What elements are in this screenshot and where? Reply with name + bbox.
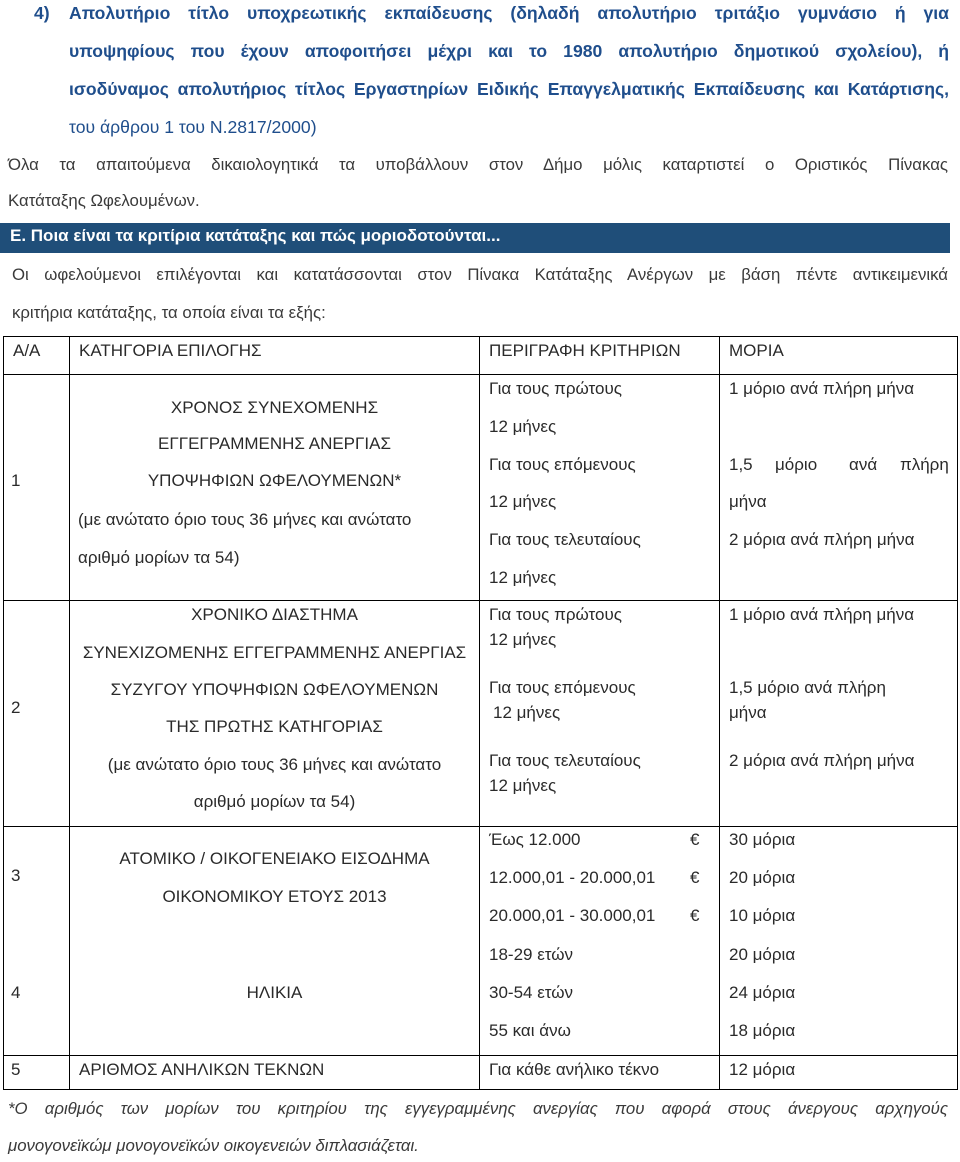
row2-points-2a: 1,5 μόριο ανά πλήρη <box>729 678 886 697</box>
footnote-line-1: *Ο αριθμός των μορίων του κριτηρίου της εγγεγραμμένης ανεργίας που αφορά στους άνεργους αρχηγούς <box>8 1099 948 1118</box>
row4-desc-1: 18-29 ετών <box>489 945 574 964</box>
row1-points-2d: πλήρη <box>900 455 949 474</box>
row5-aa: 5 <box>11 1060 21 1079</box>
row2-points-2b: μήνα <box>729 703 767 722</box>
header-aa: Α/Α <box>13 341 41 360</box>
row2-points-1: 1 μόριο ανά πλήρη μήνα <box>729 605 915 624</box>
row2-category-5: (με ανώτατο όριο τους 36 μήνες και ανώτατο <box>107 755 442 774</box>
intro-line-2: Κατάταξης Ωφελουμένων. <box>8 191 200 210</box>
row1-points-3: 2 μόρια ανά πλήρη μήνα <box>729 530 915 549</box>
row3-points-3: 10 μόρια <box>729 906 796 925</box>
row5-points: 12 μόρια <box>729 1060 796 1079</box>
row2-desc-3a: Για τους τελευταίους <box>489 751 641 770</box>
row4-points-2: 24 μόρια <box>729 983 796 1002</box>
row4-desc-3: 55 και άνω <box>489 1021 571 1040</box>
row3-aa: 3 <box>11 866 21 885</box>
row1-desc-3b: 12 μήνες <box>489 568 557 587</box>
section-heading: Ε. Ποια είναι τα κριτίρια κατάταξης και πώς μοριοδοτούνται... <box>10 226 501 245</box>
row3-euro-2: € <box>690 868 700 887</box>
row2-desc-2b: 12 μήνες <box>493 703 561 722</box>
row2-category-6: αριθμό μορίων τα 54) <box>193 792 356 811</box>
row1-desc-2a: Για τους επόμενους <box>489 455 636 474</box>
item4-line-3: ισοδύναμος απολυτήριος τίτλος Εργαστηρίων Ειδικής Επαγγελματικής Εκπαίδευσης και Κατάρτισης, <box>69 79 949 99</box>
row1-category-5: αριθμό μορίων τα 54) <box>78 548 240 567</box>
section-text-line-1: Οι ωφελούμενοι επιλέγονται και κατατάσσονται στον Πίνακα Κατάταξης Ανέργων με βάση πέντε αντικειμενικά <box>12 265 948 284</box>
row2-category-2: ΣΥΝΕΧΙΖΟΜΕΝΗΣ ΕΓΓΕΓΡΑΜΜΕΝΗΣ ΑΝΕΡΓΙΑΣ <box>82 643 467 662</box>
row1-desc-3a: Για τους τελευταίους <box>489 530 641 549</box>
header-points: ΜΟΡΙΑ <box>729 341 784 360</box>
item4-line-1: Απολυτήριο τίτλο υποχρεωτικής εκπαίδευσης (δηλαδή απολυτήριο τριτάξιο γυμνάσιο ή για <box>69 3 949 23</box>
row1-points-2c: ανά <box>849 455 878 474</box>
row1-category-4: (με ανώτατο όριο τους 36 μήνες και ανώτατο <box>78 510 412 529</box>
row5-category: ΑΡΙΘΜΟΣ ΑΝΗΛΙΚΩΝ ΤΕΚΝΩΝ <box>79 1060 325 1079</box>
row2-aa: 2 <box>11 698 21 717</box>
item4-line-2: υποψηφίους που έχουν αποφοιτήσει μέχρι και το 1980 απολυτήριο δημοτικού σχολείου), ή <box>69 41 949 61</box>
row3-category-2: ΟΙΚΟΝΟΜΙΚΟΥ ΕΤΟΥΣ 2013 <box>162 887 387 906</box>
row4-aa: 4 <box>11 983 21 1002</box>
row3-desc-3: 20.000,01 - 30.000,01 <box>489 906 656 925</box>
row3-category-1: ΑΤΟΜΙΚΟ / ΟΙΚΟΓΕΝΕΙΑΚΟ ΕΙΣΟΔΗΜΑ <box>119 849 430 868</box>
list-number: 4) <box>34 3 50 23</box>
row3-euro-3: € <box>690 906 700 925</box>
row2-desc-3b: 12 μήνες <box>489 776 557 795</box>
item4-line-4: του άρθρου 1 του Ν.2817/2000) <box>69 117 317 137</box>
row4-points-3: 18 μόρια <box>729 1021 796 1040</box>
row1-desc-1b: 12 μήνες <box>489 417 557 436</box>
footnote-line-2: μονογονεϊκώμ μονογονεϊκών οικογενειών διπλασιάζεται. <box>8 1136 419 1155</box>
row1-points-2e: μήνα <box>729 492 767 511</box>
row3-desc-1: Έως 12.000 <box>489 830 581 849</box>
row1-points-2b: μόριο <box>775 455 818 474</box>
row4-desc-2: 30-54 ετών <box>489 983 574 1002</box>
row3-points-1: 30 μόρια <box>729 830 796 849</box>
section-text-line-2: κριτήρια κατάταξης, τα οποία είναι τα εξής: <box>12 303 326 322</box>
row1-category-3: ΥΠΟΨΗΦΙΩΝ ΩΦΕΛΟΥΜΕΝΩΝ* <box>147 471 402 490</box>
row2-desc-1b: 12 μήνες <box>489 630 557 649</box>
row4-points-1: 20 μόρια <box>729 945 796 964</box>
intro-line-1: Όλα τα απαιτούμενα δικαιολογητικά τα υποβάλλουν στον Δήμο μόλις καταρτιστεί ο Οριστικός Πίνακας <box>8 155 948 174</box>
header-description: ΠΕΡΙΓΡΑΦΗ ΚΡΙΤΗΡΙΩΝ <box>489 341 681 360</box>
row3-euro-1: € <box>690 830 700 849</box>
section-heading-bar <box>0 223 950 253</box>
row1-category-2: ΕΓΓΕΓΡΑΜΜΕΝΗΣ ΑΝΕΡΓΙΑΣ <box>158 434 391 453</box>
row5-desc: Για κάθε ανήλικο τέκνο <box>489 1060 660 1079</box>
row2-category-4: ΤΗΣ ΠΡΩΤΗΣ ΚΑΤΗΓΟΡΙΑΣ <box>166 717 383 736</box>
row2-points-3: 2 μόρια ανά πλήρη μήνα <box>729 751 915 770</box>
row4-category: ΗΛΙΚΙΑ <box>246 983 303 1002</box>
header-category: ΚΑΤΗΓΟΡΙΑ ΕΠΙΛΟΓΗΣ <box>79 341 262 360</box>
row3-points-2: 20 μόρια <box>729 868 796 887</box>
row3-desc-2: 12.000,01 - 20.000,01 <box>489 868 656 887</box>
row1-points-2a: 1,5 <box>729 455 753 474</box>
row1-desc-2b: 12 μήνες <box>489 492 557 511</box>
row2-category-3: ΣΥΖΥΓΟΥ ΥΠΟΨΗΦΙΩΝ ΩΦΕΛΟΥΜΕΝΩΝ <box>110 680 439 699</box>
row1-category-1: ΧΡΟΝΟΣ ΣΥΝΕΧΟΜΕΝΗΣ <box>170 398 379 417</box>
row1-aa: 1 <box>11 471 21 490</box>
row1-desc-1a: Για τους πρώτους <box>489 379 622 398</box>
row2-desc-2a: Για τους επόμενους <box>489 678 636 697</box>
row2-category-1: ΧΡΟΝΙΚΟ ΔΙΑΣΤΗΜΑ <box>191 605 358 624</box>
row1-points-1: 1 μόριο ανά πλήρη μήνα <box>729 379 915 398</box>
row2-desc-1a: Για τους πρώτους <box>489 605 622 624</box>
